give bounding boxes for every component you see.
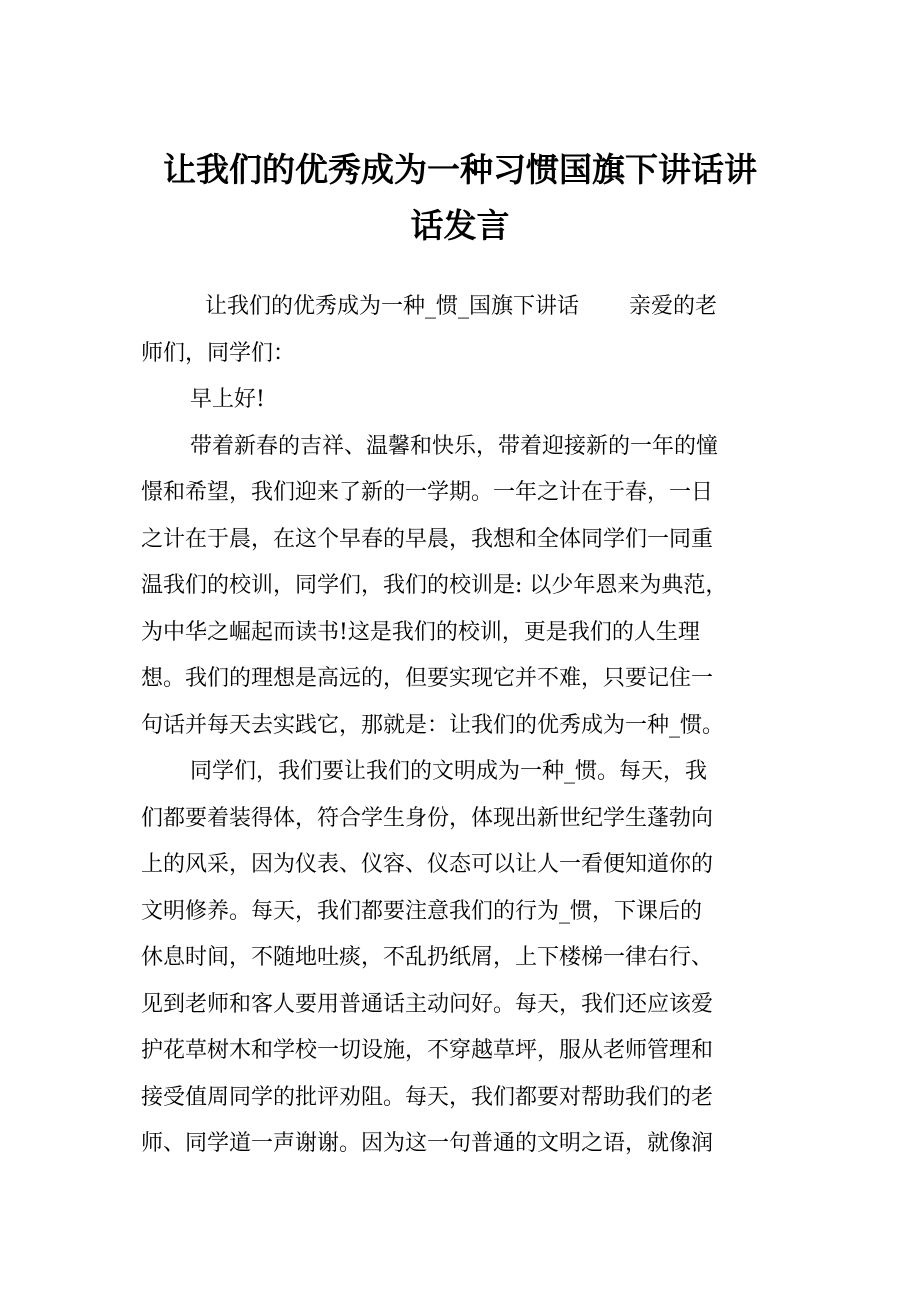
paragraph-2-line: 同学们，我们要让我们的文明成为一种_惯。每天，我 — [190, 759, 708, 784]
title-line-2: 话发言 — [410, 206, 510, 245]
paragraph-1-line: 憬和希望，我们迎来了新的一学期。一年之计在于春，一日 — [141, 480, 714, 505]
paragraph-2-line: 见到老师和客人要用普通话主动问好。每天，我们还应该爱 — [141, 991, 714, 1017]
paragraph-1-line: 句话并每天去实践它，那就是：让我们的优秀成为一种_惯。 — [141, 712, 725, 738]
title-line-1: 让我们的优秀成为一种习惯国旗下讲话讲 — [163, 150, 757, 189]
paragraph-1-line: 想。我们的理想是高远的，但要实现它并不难，只要记住一 — [141, 666, 714, 691]
intro-line-2: 师们，同学们： — [141, 340, 296, 366]
document-body — [141, 284, 791, 1168]
paragraph-2-line: 上的风采，因为仪表、仪容、仪态可以让人一看便知道你的 — [141, 852, 714, 877]
paragraph-1-line: 温我们的校训，同学们，我们的校训是: 以少年恩来为典范， — [141, 573, 728, 598]
paragraph-1-line: 之计在于晨，在这个早春的早晨，我想和全体同学们一同重 — [141, 526, 714, 552]
paragraph-2-line: 接受值周同学的批评劝阻。每天，我们都要对帮助我们的老 — [141, 1084, 714, 1110]
intro-text-a: 让我们的优秀成为一种_惯_国旗下讲话 — [205, 294, 580, 319]
paragraph-2-line: 护花草树木和学校一切设施，不穿越草坪，服从老师管理和 — [141, 1038, 714, 1063]
paragraph-2-line: 师、同学道一声谢谢。因为这一句普通的文明之语，就像润 — [141, 1131, 714, 1156]
paragraph-2-line: 休息时间，不随地吐痰，不乱扔纸屑，上下楼梯一律右行、 — [141, 945, 714, 970]
paragraph-2-line: 们都要着装得体，符合学生身份，体现出新世纪学生蓬勃向 — [141, 805, 714, 831]
paragraph-2-line: 文明修养。每天，我们都要注意我们的行为_惯，下课后的 — [141, 898, 703, 924]
paragraph-1-line: 带着新春的吉祥、温馨和快乐，带着迎接新的一年的憧 — [190, 433, 719, 459]
intro-text-b: 亲爱的老 — [629, 294, 718, 319]
paragraph-1-line: 为中华之崛起而读书!这是我们的校训，更是我们的人生理 — [141, 619, 700, 645]
document-title — [130, 142, 790, 254]
intro-line — [141, 284, 791, 331]
greeting-line: 早上好! — [190, 387, 265, 412]
